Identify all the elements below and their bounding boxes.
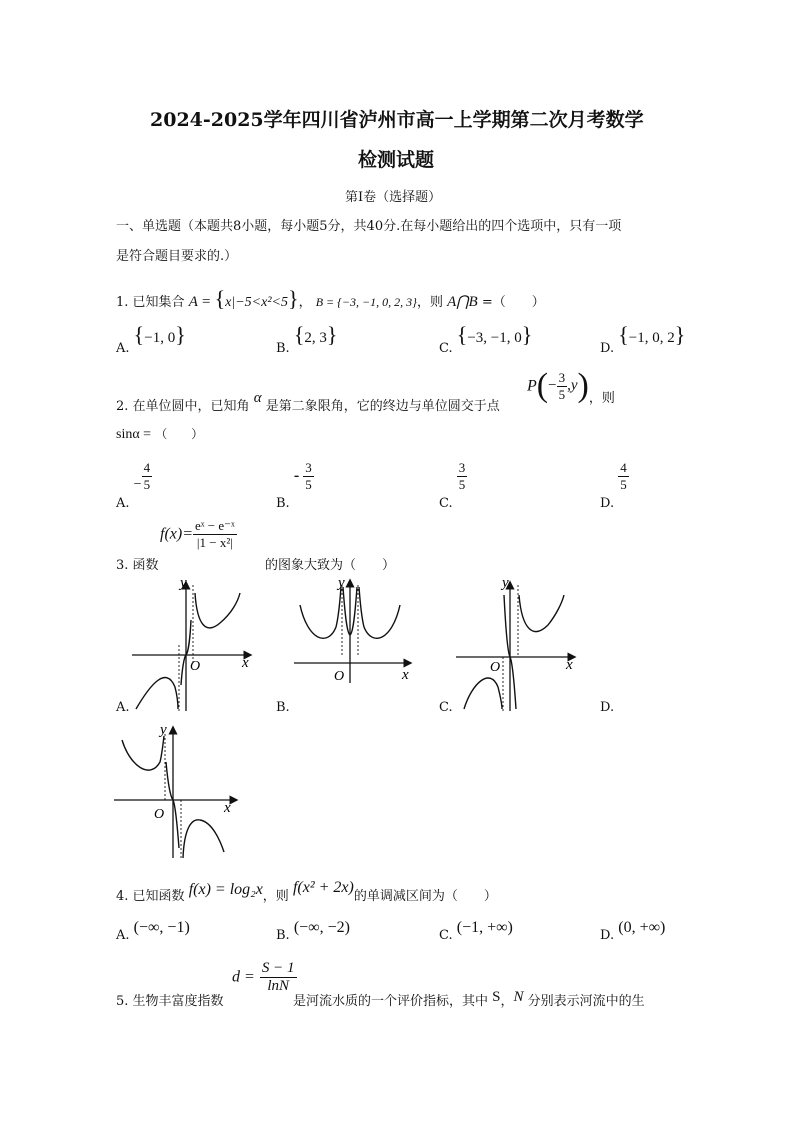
q5-n: N <box>513 989 524 1005</box>
q3-graph-a <box>128 575 260 715</box>
q5-numerator: S − 1 <box>261 960 295 976</box>
q4-option-a-label: A. <box>116 928 130 943</box>
q2-alpha: α <box>253 390 262 406</box>
q2-option-c <box>439 460 467 511</box>
q3-function <box>160 518 237 551</box>
q5-number: 5. 生物丰富度指数 <box>116 994 224 1009</box>
q3-numerator: eˣ − e⁻ˣ <box>195 518 235 533</box>
q1-brace-open: { <box>214 286 226 311</box>
q1-number: 1. 已知集合 <box>116 295 185 310</box>
q1-option-c <box>439 322 533 356</box>
section-label: 第Ⅰ卷（选择题） <box>345 190 442 205</box>
q5-denominator: lnN <box>267 978 290 994</box>
q2-point-fraction: $\frac{3}{5}$ <box>558 369 566 402</box>
q2-option-d-label: D. <box>600 496 615 511</box>
q2-option-c-fraction: $\frac{3}{5}$ <box>458 460 466 492</box>
q2-sin: sinα = <box>116 427 152 442</box>
q3-graph-b-y-label: y <box>338 575 345 591</box>
q3-graph-c-x-label: x <box>566 657 573 673</box>
q4-option-c-label: C. <box>439 928 453 943</box>
q4-stem <box>116 879 497 905</box>
q3-denominator: |1 − x²| <box>196 535 233 550</box>
q4-option-c <box>439 919 513 944</box>
q3-graph-b <box>290 575 415 687</box>
q1-option-c-value: {−3, −1, 0} <box>456 322 533 347</box>
q5-text1: 是河流水质的一个评价指标，其中 <box>293 994 489 1009</box>
q1-then: ，则 <box>416 295 443 310</box>
q2-point: P(− $\frac{3}{5}$ $,y)_{,则}$ <box>527 367 615 406</box>
q2-point-y: y <box>570 377 578 394</box>
q5-text2: 分别表示河流中的生 <box>527 994 645 1009</box>
q1-ask: =（ ） <box>481 295 545 310</box>
q3-graph-d-y-label: y <box>160 722 167 738</box>
q4-composite: f(x² + 2x) <box>292 879 354 896</box>
q3-graph-c <box>452 575 580 715</box>
q4-option-d-value: (0, +∞) <box>618 919 666 936</box>
q4-function: f(x) = log₂x <box>188 881 263 898</box>
q5-text <box>293 990 645 1010</box>
q3-fraction <box>193 518 237 551</box>
q2-option-a-fraction: $\frac{4}{5}$ <box>143 460 151 492</box>
q3-graph-d <box>112 722 244 862</box>
q4-option-c-value: (−1, +∞) <box>456 919 513 936</box>
q2-option-c-label: C. <box>439 496 453 511</box>
q4-number: 4. 已知函数 <box>116 889 185 904</box>
q1-option-b-label: B. <box>276 341 290 356</box>
q4-ask: 的单调减区间为（ ） <box>353 889 497 904</box>
q3-option-b-label: B. <box>276 700 290 715</box>
q3-graph-a-x-label: x <box>242 655 249 671</box>
q4-option-d <box>600 919 666 944</box>
q3-graph-d-x-label: x <box>224 800 231 816</box>
q2-option-d-fraction: $\frac{4}{5}$ <box>620 460 627 492</box>
page-title-line2: 检测试题 <box>358 149 435 171</box>
instructions-line1: 一、单选题（本题共8小题，每小题5分，共40分.在每小题给出的四个选项中，只有一项 <box>116 219 622 234</box>
q1-option-a-label: A. <box>116 341 130 356</box>
q3-ask: 的图象大致为（ ） <box>265 558 396 573</box>
q2-text2: 是第二象限角，它的终边与单位圆交于点 <box>265 399 500 414</box>
q2-stem <box>116 390 500 415</box>
q4-option-a-value: (−∞, −1) <box>133 919 190 936</box>
instructions-line2: 是符合题目要求的.） <box>116 249 238 264</box>
q1-option-d-value: {−1, 0, 2} <box>618 322 686 347</box>
q1-set-b: B = {−3, −1, 0, 2, 3} <box>315 295 417 309</box>
q2-ask: （ ） <box>155 427 204 441</box>
q1-option-b-value: {2, 3} <box>293 322 338 347</box>
q3-graph-c-origin: O <box>490 660 501 675</box>
q1-intersection: A⋂B <box>447 294 478 310</box>
q5-formula <box>232 960 297 995</box>
q2-then: ，则 <box>588 390 615 406</box>
q1-brace-close: } <box>288 286 299 311</box>
q3-graph-b-x-label: x <box>402 667 409 683</box>
q4-option-a <box>116 919 190 944</box>
q2-option-b-label: B. <box>276 496 290 511</box>
q1-stem: 1. 已知集合 A = {x|−5<x²<5}， B = {−3, −1, 0, 2, 3}，则 A⋂B =（ ） <box>116 286 545 311</box>
q2-option-a <box>116 460 152 511</box>
q1-option-d <box>600 322 686 356</box>
q3-number: 3. 函数 <box>116 558 159 573</box>
q5-s: S <box>492 989 501 1005</box>
q3-option-d-label: D. <box>600 700 615 715</box>
q3-graph-a-y-label: y <box>180 575 187 591</box>
q4-option-b-value: (−∞, −2) <box>293 919 350 936</box>
q2-option-b-fraction: $\frac{3}{5}$ <box>305 460 312 492</box>
q3-graph-c-y-label: y <box>502 575 509 591</box>
q1-set-a-name: A <box>188 294 198 310</box>
q2-option-b <box>276 460 314 511</box>
q1-option-d-label: D. <box>600 341 615 356</box>
q5-comma: ， <box>500 994 514 1009</box>
q4-then: ，则 <box>262 889 289 904</box>
q2-option-a-label: A. <box>116 496 130 511</box>
q5-fraction <box>260 960 297 995</box>
q1-equals: = <box>202 294 211 310</box>
q2-stem-line2 <box>116 425 203 443</box>
q3-option-a-label: A. <box>116 700 130 715</box>
q1-set-a-def: x|−5<x²<5 <box>225 295 288 310</box>
q2-point-name: P <box>527 377 537 395</box>
q4-option-b-label: B. <box>276 928 290 943</box>
q2-option-d <box>600 460 629 511</box>
q2-text: 2. 在单位圆中，已知角 <box>116 399 250 414</box>
q3-graph-d-origin: O <box>154 807 165 822</box>
q2-option-a-sign: − <box>133 477 142 492</box>
q3-graph-a-origin: O <box>190 659 201 674</box>
q3-graph-b-origin: O <box>334 669 345 684</box>
q1-option-c-label: C. <box>439 341 453 356</box>
q2-option-b-sign: - <box>293 467 300 484</box>
q5-d: d = <box>232 968 255 986</box>
page-title-line1: 2024-2025学年四川省泸州市高一上学期第二次月考数学 <box>150 109 644 131</box>
q4-option-b <box>276 919 350 944</box>
q1-option-b <box>276 322 338 356</box>
q3-fx: f(x)= <box>160 525 193 543</box>
q1-option-a-value: {−1, 0} <box>133 322 186 347</box>
q4-option-d-label: D. <box>600 928 615 943</box>
q1-option-a <box>116 322 186 356</box>
q3-option-c-label: C. <box>439 700 453 715</box>
